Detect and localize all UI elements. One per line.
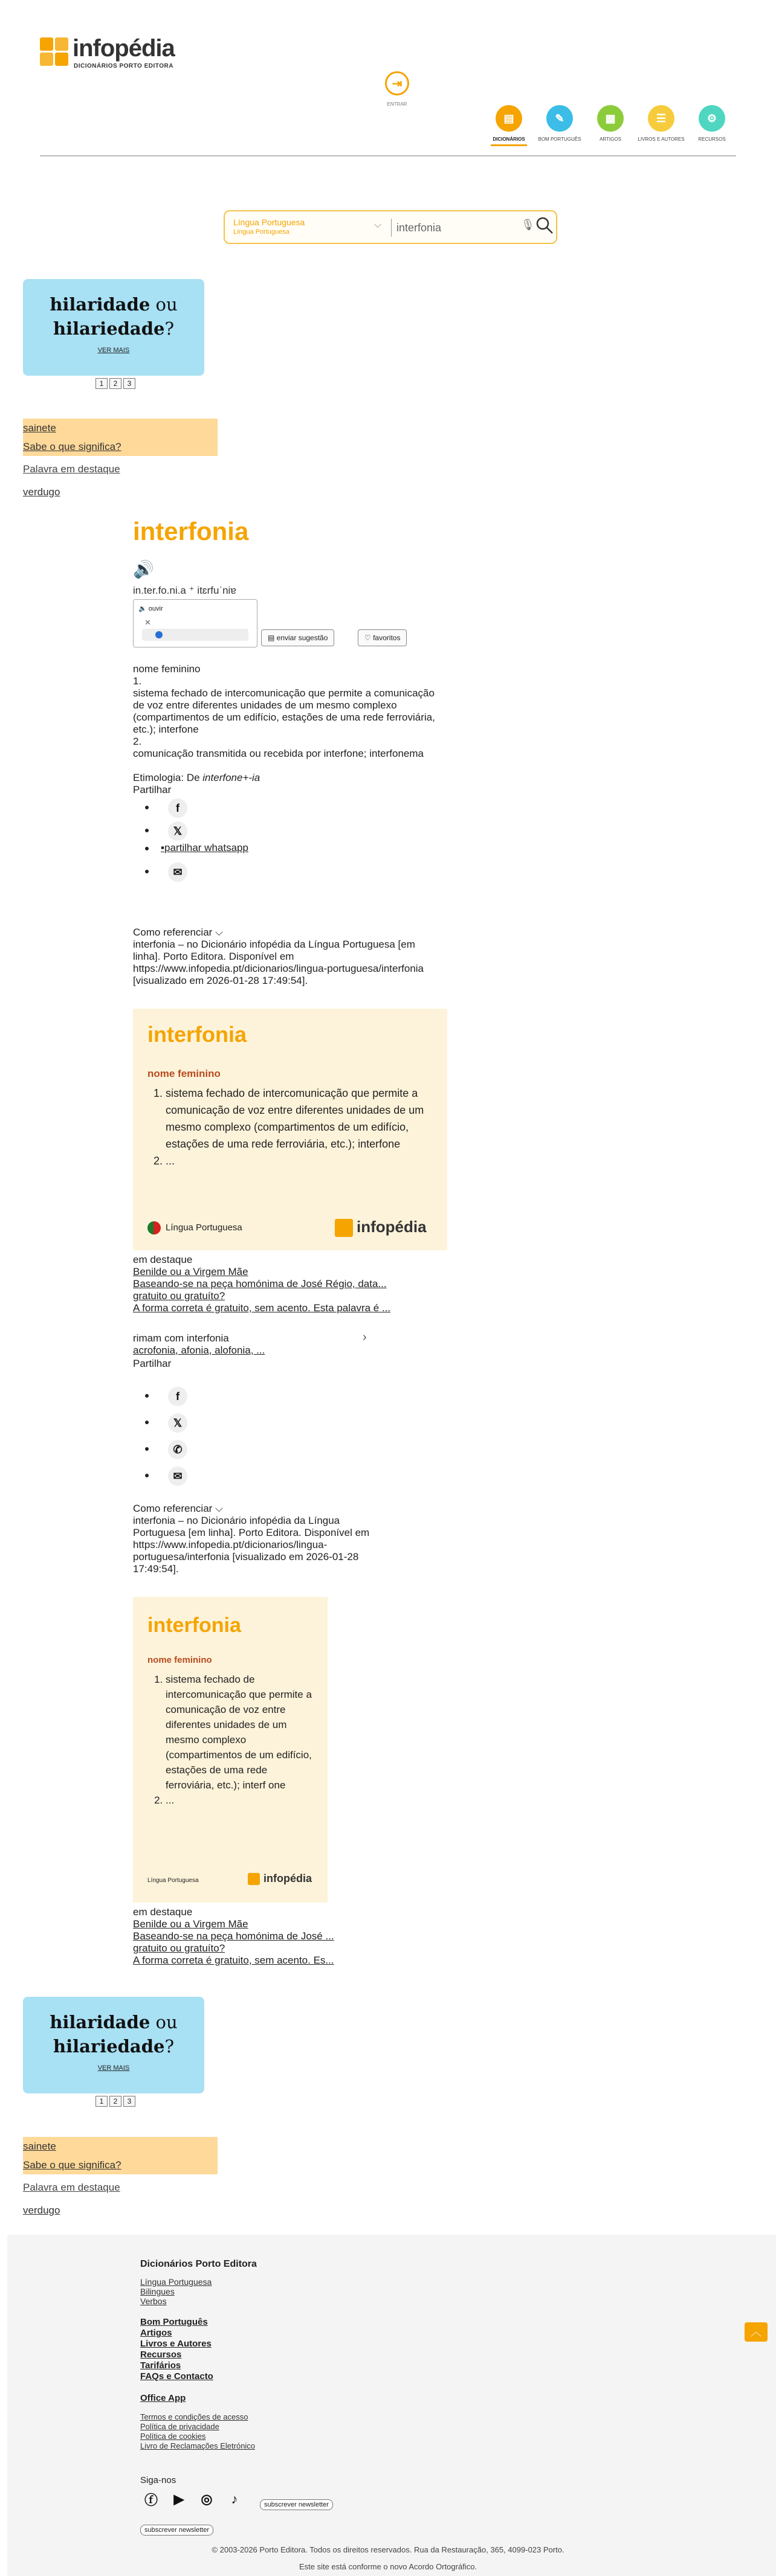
social-links <box>140 2488 245 2510</box>
footer-dict-link[interactable]: Língua Portuguesa <box>140 2277 212 2287</box>
featured-link[interactable]: Benilde ou a Virgem Mãe <box>133 1918 248 1930</box>
side-featured-link[interactable]: Palavra em destaque <box>23 463 120 475</box>
login-icon: ⇥ <box>385 71 409 95</box>
promo-more-link[interactable]: VER MAIS <box>97 347 130 354</box>
featured-link[interactable]: Baseando-se na peça homónima de José ... <box>133 1930 334 1942</box>
whatsapp-icon[interactable]: ✆ <box>168 1440 187 1459</box>
side-word-link[interactable]: sainete <box>23 419 218 437</box>
book-icon: ▤ <box>496 105 522 132</box>
featured-label: em destaque <box>133 1254 193 1265</box>
etymology: Etimologia: De interfone+-ia <box>133 772 260 783</box>
x-twitter-icon[interactable]: 𝕏 <box>168 821 187 841</box>
nav-active-indicator <box>491 144 527 146</box>
footer <box>7 2235 776 2576</box>
suggest-button[interactable]: ▤ enviar sugestão <box>261 629 334 646</box>
featured-link[interactable]: gratuito ou gratuíto? <box>133 1942 225 1954</box>
sense-number: 2. <box>133 736 142 747</box>
nav-label: ARTIGOS <box>600 137 621 142</box>
facebook-icon[interactable]: f <box>168 1387 187 1406</box>
resources-icon: ⚙ <box>699 105 725 132</box>
facebook-icon[interactable]: ⓕ <box>144 2492 158 2508</box>
promo-more-link[interactable]: VER MAIS <box>97 2064 130 2072</box>
audio-player <box>133 599 257 647</box>
chevron-down-icon[interactable]: ⌵ <box>374 220 382 230</box>
search-separator <box>391 219 392 237</box>
nav-label: LIVROS E AUTORES <box>638 137 685 142</box>
follow-label: Siga-nos <box>140 2475 176 2485</box>
subscribe-newsletter-button[interactable]: subscrever newsletter <box>140 2525 213 2536</box>
share-label: Partilhar <box>133 1358 172 1369</box>
tiktok-icon[interactable]: ♪ <box>231 2491 238 2507</box>
featured-link[interactable]: Benilde ou a Virgem Mãe <box>133 1266 248 1277</box>
speaker-icon[interactable]: 🔊 <box>133 560 154 579</box>
card-title: interfonia <box>147 1022 247 1047</box>
card-sense: 1. sistema fechado de intercomunicação que permite a comunicação de voz entre diferentes unidades de um mesmo complexo (compartimentos de um edifício, estações de uma rede ferroviária, etc.); interfone <box>166 1085 430 1152</box>
citation-text: interfonia – no Dicionário infopédia da Língua Portuguesa [em linha]. Porto Editora. Disponível em https://www.infopedia.pt/dicionarios/lingua-portuguesa/interfonia [visualizado em 2026-01-28 17:49:54]. <box>133 1515 370 1575</box>
facebook-icon[interactable]: f <box>168 798 187 818</box>
side-word-panel <box>23 2137 218 2220</box>
login-label: ENTRAR <box>387 101 407 107</box>
side-word-panel <box>23 419 218 502</box>
card-sense: 2. ... <box>166 1793 317 1808</box>
whatsapp-share-link[interactable]: ▪partilhar whatsapp <box>161 842 248 853</box>
pager-button[interactable]: 1 <box>95 2096 108 2107</box>
nav-livros-autores[interactable] <box>636 105 687 142</box>
featured-link[interactable]: gratuito ou gratuíto? <box>133 1290 225 1302</box>
chevron-right-icon[interactable]: › <box>363 1331 367 1344</box>
sense-1: sistema fechado de intercomunicação que permite a comunicação de voz entre diferentes unidades de um mesmo complexo (compartimentos de um edifício, estações de uma rede ferroviária, etc.); interfone <box>133 687 435 735</box>
nav-bom-portugues[interactable] <box>534 105 585 142</box>
how-to-cite-toggle[interactable]: Como referenciar ⌵ <box>133 927 223 938</box>
card-grammar: nome feminino <box>147 1068 221 1079</box>
side-meaning-link[interactable]: Sabe o que significa? <box>23 2156 218 2174</box>
footer-main-link[interactable]: Bom Português <box>140 2317 208 2327</box>
featured-link[interactable]: Baseando-se na peça homónima de José Régio, data... <box>133 1278 387 1290</box>
search-bar <box>224 210 557 244</box>
promo-pager <box>95 378 135 389</box>
audio-slider-handle[interactable] <box>155 631 163 638</box>
promo-pager <box>95 2096 135 2107</box>
microphone-icon[interactable]: 🎙 <box>521 219 535 231</box>
pager-button[interactable]: 3 <box>123 2096 135 2107</box>
card-logo: infopédia <box>248 1872 312 1885</box>
sense-2: comunicação transmitida ou recebida por interfone; interfonema <box>133 748 424 759</box>
side-featured-link[interactable]: Palavra em destaque <box>23 2182 120 2193</box>
citation-text: interfonia – no Dicionário infopédia da Língua Portuguesa [em linha]. Porto Editora. Disponível em https://www.infopedia.pt/dicionarios/lingua-portuguesa/interfonia [visualizado em 2026-01-28 17:49:54]. <box>133 939 424 986</box>
card-title: interfonia <box>147 1614 241 1637</box>
logo-mark-icon <box>40 37 69 66</box>
email-icon[interactable]: ✉ <box>168 1466 187 1486</box>
pager-button[interactable]: 3 <box>123 378 135 389</box>
share-list-1 <box>145 795 326 882</box>
pager-button[interactable]: 2 <box>109 2096 121 2107</box>
side-word2-link[interactable]: verdugo <box>23 2205 60 2216</box>
pager-button[interactable]: 1 <box>95 378 108 389</box>
rhymes-list[interactable]: acrofonia, afonia, alofonia, ... <box>133 1344 265 1356</box>
nav-artigos[interactable] <box>585 105 636 142</box>
share-label: Partilhar <box>133 784 172 795</box>
side-meaning-link[interactable]: Sabe o que significa? <box>23 437 218 456</box>
featured-link[interactable]: A forma correta é gratuito, sem acento. Esta palavra é ... <box>133 1302 391 1314</box>
featured-label: em destaque <box>133 1906 193 1918</box>
nav-dicionarios[interactable] <box>483 105 534 146</box>
dictionary-select-sub: Língua Portuguesa <box>233 228 289 236</box>
nav-recursos[interactable] <box>687 105 737 142</box>
footer-main-link[interactable]: Artigos <box>140 2328 172 2338</box>
syllables: in.ter.fo.ni.a ⁺ itɛrfuˈniɐ <box>133 585 236 596</box>
card-senses <box>152 1672 317 1808</box>
entry-card-small <box>133 1597 328 1903</box>
footer-main-link[interactable]: Tarifários <box>140 2360 181 2371</box>
footer-dict-link[interactable]: Verbos <box>140 2296 167 2306</box>
promo-card[interactable] <box>23 279 204 376</box>
footer-legal-link[interactable]: Política de cookies <box>140 2432 206 2441</box>
search-input[interactable] <box>396 219 517 237</box>
share-list-2 <box>145 1383 266 1489</box>
site-logo[interactable] <box>40 37 179 74</box>
pencil-icon: ✎ <box>546 105 573 132</box>
sense-number: 1. <box>133 675 142 687</box>
footer-main-link[interactable]: FAQs e Contacto <box>140 2371 213 2382</box>
footer-legal-link[interactable]: Termos e condições de acesso <box>140 2412 248 2421</box>
footer-main-link[interactable]: Livros e Autores <box>140 2339 212 2349</box>
audio-label: 🔉 ouvir <box>138 605 163 612</box>
card-sense: 1. sistema fechado de intercomunicação que permite a comunicação de voz entre diferentes unidades de um mesmo complexo (compartimentos de um edifício, estações de uma rede ferroviária, etc.); interf one <box>166 1672 317 1793</box>
featured-link[interactable]: A forma correta é gratuito, sem acento. Es... <box>133 1954 334 1966</box>
footer-legal-link[interactable]: Livro de Reclamações Eletrónico <box>140 2441 256 2450</box>
card-senses <box>152 1085 430 1169</box>
x-twitter-icon[interactable]: 𝕏 <box>168 1413 187 1433</box>
nav-label: BOM PORTUGUÊS <box>538 137 581 142</box>
portugal-flag-icon <box>147 1221 161 1235</box>
grammar-label: nome feminino <box>133 663 201 675</box>
login-button[interactable] <box>384 71 410 107</box>
back-to-top-button[interactable] <box>745 2322 768 2342</box>
promo-title: hilaridade ou hilariedade? <box>50 294 178 339</box>
books-icon: ☰ <box>648 105 674 132</box>
orthography-note: Este site está conforme o novo Acordo Ortográfico. <box>299 2562 477 2571</box>
card-logo: infopédia <box>335 1218 427 1237</box>
article-icon: ▦ <box>597 105 624 132</box>
footer-legal-link[interactable]: Política de privacidade <box>140 2422 219 2431</box>
card-language: Língua Portuguesa <box>147 1221 242 1235</box>
entry-card <box>133 1009 447 1250</box>
logo-subtitle: DICIONÁRIOS PORTO EDITORA <box>74 63 173 69</box>
entry-title: interfonia <box>133 517 249 545</box>
footer-dict-link[interactable]: Bilingues <box>140 2287 175 2296</box>
close-icon[interactable]: ✕ <box>144 618 151 627</box>
search-icon[interactable] <box>535 216 554 234</box>
email-icon[interactable]: ✉ <box>168 862 187 882</box>
logo-text: infopédia <box>73 35 175 62</box>
favorites-button[interactable]: ♡ favoritos <box>358 629 407 646</box>
footer-heading: Dicionários Porto Editora <box>140 2259 257 2269</box>
how-to-cite-toggle[interactable]: Como referenciar ⌵ <box>133 1503 223 1514</box>
side-word2-link[interactable]: verdugo <box>23 486 60 498</box>
subscribe-newsletter-button[interactable]: subscrever newsletter <box>260 2499 333 2510</box>
card-grammar: nome feminino <box>147 1655 212 1665</box>
side-word-link[interactable]: sainete <box>23 2137 218 2156</box>
rhymes-label: rimam com interfonia <box>133 1332 229 1344</box>
dictionary-select[interactable]: Língua Portuguesa <box>233 217 305 227</box>
chevron-up-icon: ︿ <box>751 2326 761 2338</box>
main-nav <box>483 105 737 153</box>
instagram-icon[interactable]: ◎ <box>201 2491 213 2507</box>
pager-button[interactable]: 2 <box>109 378 121 389</box>
card-sense: 2. ... <box>166 1152 430 1169</box>
card-language: Língua Portuguesa <box>147 1877 199 1884</box>
header-divider <box>40 155 736 156</box>
nav-label: DICIONÁRIOS <box>493 137 525 142</box>
nav-label: RECURSOS <box>698 137 726 142</box>
copyright: © 2003-2026 Porto Editora. Todos os direitos reservados. Rua da Restauração, 365, 4099-023 Porto. <box>212 2545 564 2554</box>
promo-card[interactable] <box>23 1997 204 2093</box>
promo-title: hilaridade ou hilariedade? <box>50 2012 178 2057</box>
youtube-icon[interactable]: ▶ <box>173 2491 184 2507</box>
footer-office-link[interactable]: Office App <box>140 2393 186 2403</box>
footer-main-link[interactable]: Recursos <box>140 2350 182 2360</box>
